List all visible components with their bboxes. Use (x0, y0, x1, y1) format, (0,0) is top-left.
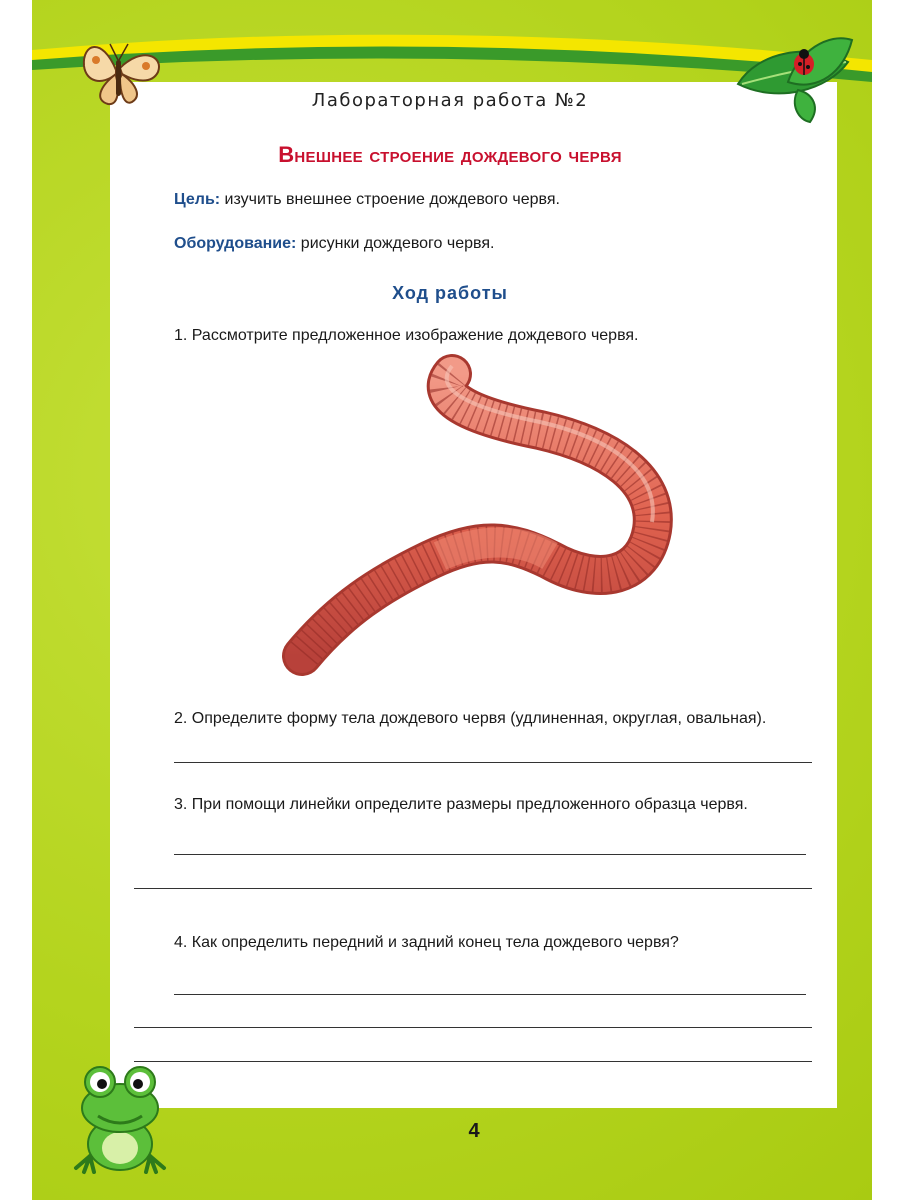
equipment-line (174, 235, 494, 253)
answer-line[interactable] (134, 888, 812, 889)
answer-line[interactable] (134, 1061, 812, 1062)
step-3-text: 3. При помощи линейки определите размеры предложенного образца червя. (174, 796, 748, 813)
page-number: 4 (468, 1120, 480, 1142)
equipment-label: Оборудование: (174, 235, 297, 252)
step-1-text: 1. Рассмотрите предложенное изображение дождевого червя. (174, 327, 639, 344)
goal-label: Цель: (174, 191, 221, 208)
worksheet-title: Внешнее строение дождевого червя (278, 142, 622, 167)
answer-line[interactable] (174, 854, 806, 855)
earthworm-illustration (280, 360, 680, 670)
answer-line[interactable] (174, 994, 806, 995)
procedure-title: Ход работы (392, 283, 508, 303)
equipment-text: рисунки дождевого червя. (296, 235, 495, 252)
goal-text: изучить внешнее строение дождевого червя. (220, 191, 560, 208)
step-4-text: 4. Как определить передний и задний конец тела дождевого червя? (174, 934, 679, 951)
goal-line (174, 191, 560, 209)
answer-line[interactable] (134, 1027, 812, 1028)
lab-work-header: Лабораторная работа №2 (311, 90, 589, 111)
step-2-text: 2. Определите форму тела дождевого червя (удлиненная, округлая, овальная). (174, 710, 767, 727)
answer-line[interactable] (174, 762, 812, 763)
frog-icon (62, 1056, 180, 1174)
